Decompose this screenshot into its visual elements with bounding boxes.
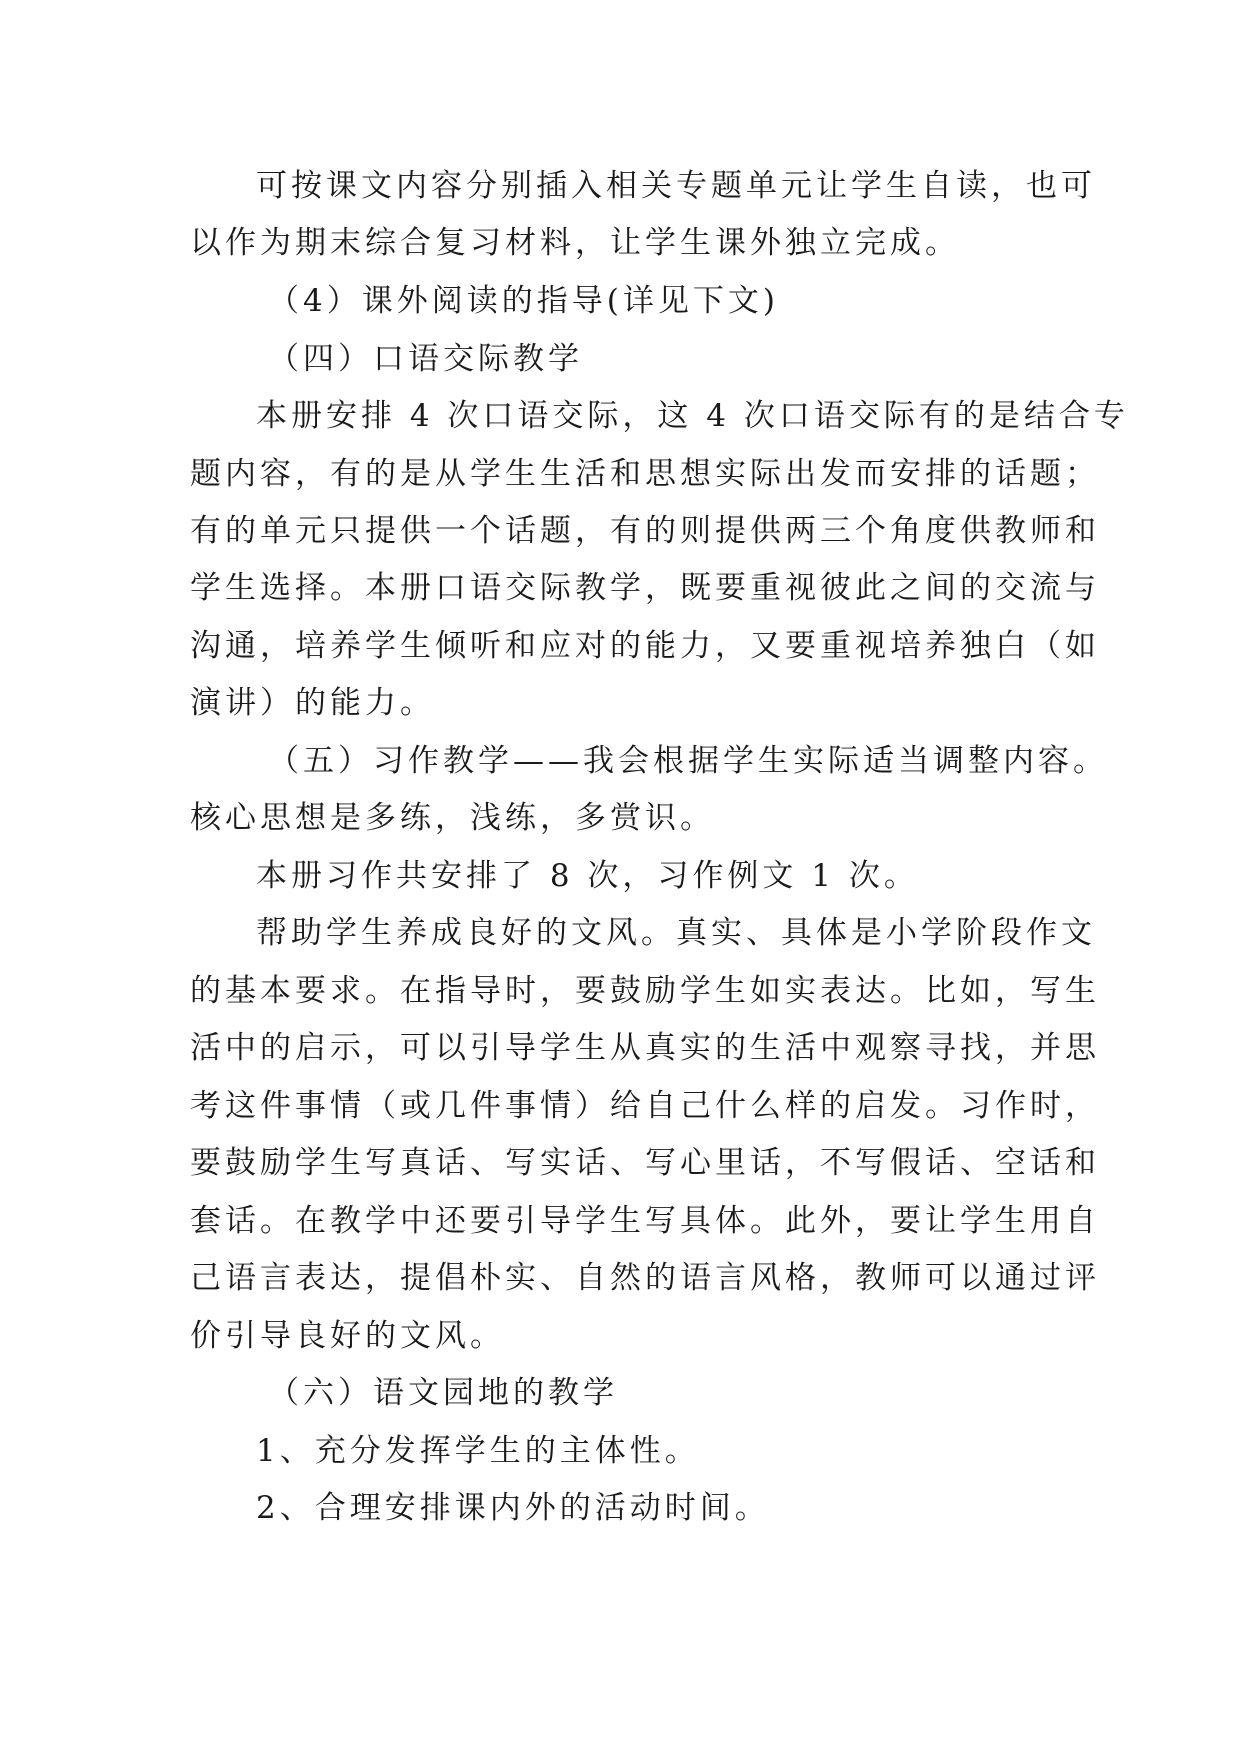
text-line: 己语言表达，提倡朴实、自然的语言风格，教师可以通过评 — [190, 1260, 1100, 1296]
list-item: 2、合理安排课内外的活动时间。 — [256, 1490, 770, 1526]
section-heading: （五）习作教学——我会根据学生实际适当调整内容。 — [268, 743, 1108, 779]
text-line: 的基本要求。在指导时，要鼓励学生如实表达。比如，写生 — [190, 973, 1100, 1009]
text-line: 演讲）的能力。 — [190, 685, 435, 721]
text-line: 考这件事情（或几件事情）给自己什么样的启发。习作时， — [190, 1088, 1100, 1124]
text-line: 要鼓励学生写真话、写实话、写心里话，不写假话、空话和 — [190, 1145, 1100, 1181]
text-line: 学生选择。本册口语交际教学，既要重视彼此之间的交流与 — [190, 570, 1100, 606]
text-line: 套话。在教学中还要引导学生写具体。此外，要让学生用自 — [190, 1203, 1100, 1239]
text-line: 帮助学生养成良好的文风。真实、具体是小学阶段作文 — [256, 915, 1096, 951]
text-line: 价引导良好的文风。 — [190, 1318, 505, 1354]
text-line: 有的单元只提供一个话题，有的则提供两三个角度供教师和 — [190, 513, 1100, 549]
text-line: 本册习作共安排了 8 次，习作例文 1 次。 — [256, 858, 919, 894]
text-line: 活中的启示，可以引导学生从真实的生活中观察寻找，并思 — [190, 1030, 1100, 1066]
text-line: 沟通，培养学生倾听和应对的能力，又要重视培养独白（如 — [190, 628, 1100, 664]
section-heading: （六）语文园地的教学 — [268, 1375, 618, 1411]
text-line: 核心思想是多练，浅练，多赏识。 — [190, 800, 715, 836]
text-line: 可按课文内容分别插入相关专题单元让学生自读，也可 — [256, 168, 1096, 204]
text-line: 以作为期末综合复习材料，让学生课外独立完成。 — [190, 225, 960, 261]
section-heading: （四）口语交际教学 — [268, 341, 583, 377]
list-item: 1、充分发挥学生的主体性。 — [256, 1433, 700, 1469]
text-line: 本册安排 4 次口语交际，这 4 次口语交际有的是结合专 — [256, 398, 1129, 434]
section-heading: （4）课外阅读的指导(详见下文) — [268, 283, 779, 319]
text-line: 题内容，有的是从学生生活和思想实际出发而安排的话题； — [190, 456, 1100, 492]
